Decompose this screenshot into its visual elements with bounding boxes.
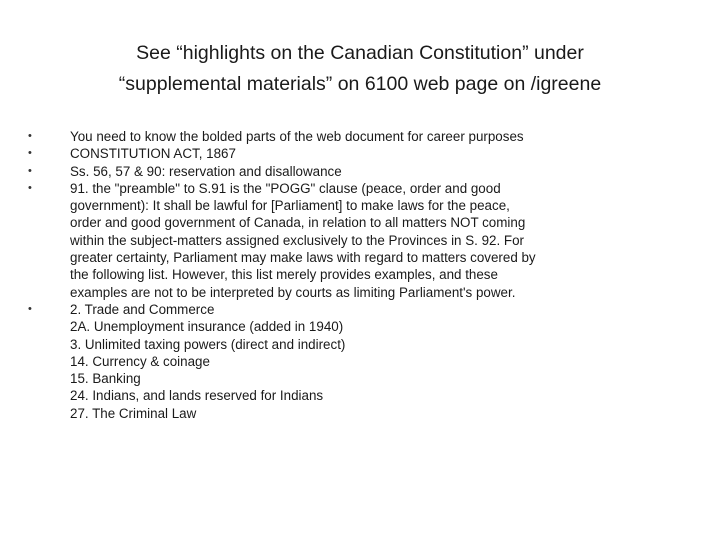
bullet-item: [28, 301, 678, 422]
bullet-line: 3. Unlimited taxing powers (direct and indirect): [70, 336, 346, 352]
bullet-dot-icon: •: [28, 302, 32, 315]
bullet-item: [28, 163, 678, 180]
bullet-dot-icon: •: [28, 181, 32, 194]
bullet-line: CONSTITUTION ACT, 1867: [70, 146, 236, 162]
slide-title-line: “supplemental materials” on 6100 web page on /igreene: [118, 73, 602, 95]
bullet-text: [70, 163, 678, 180]
bullet-line: You need to know the bolded parts of the web document for career purposes: [70, 129, 524, 144]
bullet-item: [28, 128, 678, 145]
bullet-dot-icon: •: [28, 130, 32, 142]
bullet-text: [70, 145, 678, 162]
bullet-line: examples are not to be interpreted by courts as limiting Parliament's power.: [70, 284, 516, 300]
bullet-line: 27. The Criminal Law: [70, 405, 197, 421]
slide-title: [36, 38, 684, 100]
bullet-line: within the subject-matters assigned exclusively to the Provinces in S. 92. For: [70, 232, 525, 248]
bullet-item: [28, 145, 678, 162]
bullet-line: Ss. 56, 57 & 90: reservation and disallowance: [70, 163, 342, 179]
bullet-text: [70, 128, 678, 145]
bullet-text: [70, 301, 678, 422]
bullet-line: 15. Banking: [70, 371, 141, 387]
slide-title-line: See “highlights on the Canadian Constitution” under: [136, 42, 584, 64]
bullet-line: 91. the "preamble" to S.91 is the "POGG" clause (peace, order and good: [70, 180, 501, 196]
bullet-line: greater certainty, Parliament may make laws with regard to matters covered by: [70, 250, 536, 266]
bullet-line: order and good government of Canada, in relation to all matters NOT coming: [70, 215, 526, 231]
bullet-dot-icon: •: [28, 164, 32, 177]
bullet-text: [70, 180, 678, 301]
bullet-dot-icon: •: [28, 147, 32, 160]
bullet-line: 24. Indians, and lands reserved for Indians: [70, 388, 324, 404]
bullet-line: 14. Currency & coinage: [70, 353, 210, 369]
bullet-line: 2. Trade and Commerce: [70, 301, 215, 317]
bullet-line: the following list. However, this list merely provides examples, and these: [70, 267, 498, 283]
bullet-list: [28, 128, 678, 422]
bullet-line: government): It shall be lawful for [Parliament] to make laws for the peace,: [70, 198, 510, 214]
bullet-item: [28, 180, 678, 301]
bullet-line: 2A. Unemployment insurance (added in 1940): [70, 319, 344, 335]
